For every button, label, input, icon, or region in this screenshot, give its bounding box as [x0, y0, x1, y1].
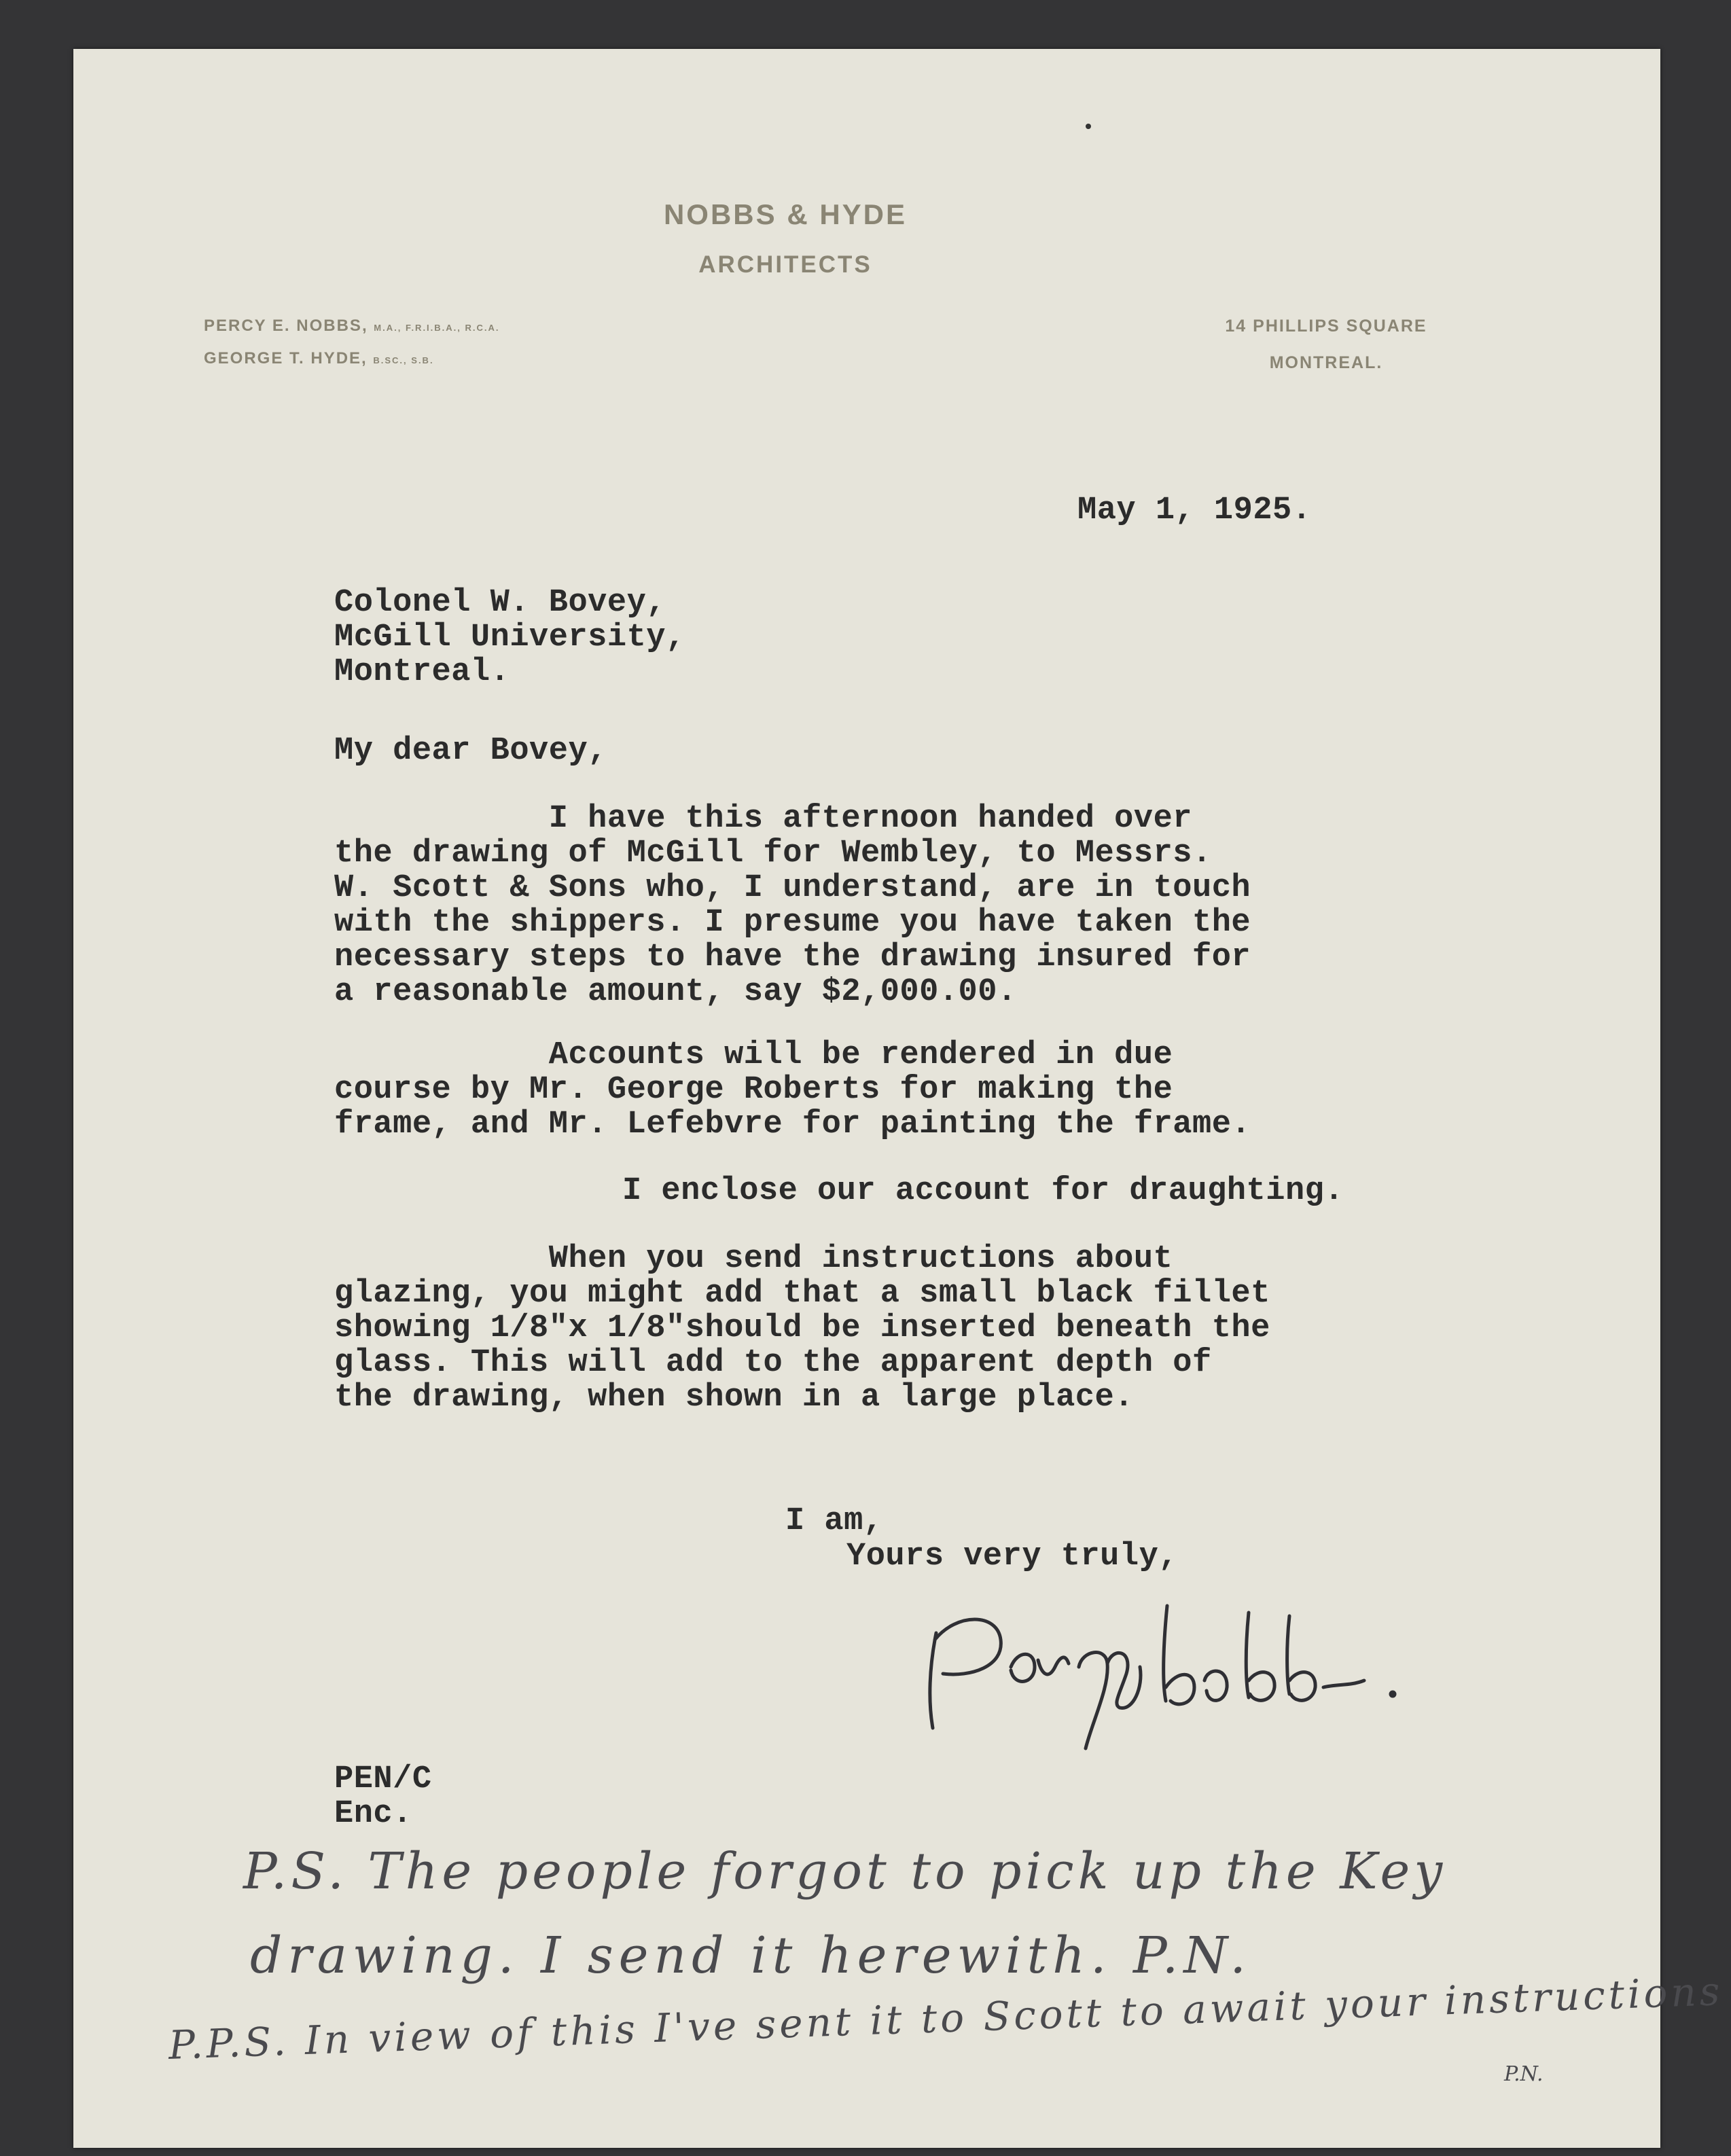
letterhead-partner-1 [204, 317, 500, 336]
letterhead-firm-name: NOBBS & HYDE [663, 198, 908, 230]
body-paragraph-3: I enclose our account for draughting. [622, 1173, 1344, 1209]
letter-page [73, 49, 1724, 2148]
partner-1-qualifications: M.A., F.R.I.B.A., R.C.A. [374, 323, 500, 333]
handwritten-initials: P.N. [1504, 2062, 1543, 2086]
salutation: My dear Bovey, [334, 733, 607, 769]
recipient-address: Colonel W. Bovey, McGill University, Montreal. [334, 585, 685, 690]
letterhead-address-line-2: MONTREAL. [1269, 353, 1383, 372]
letterhead-profession: ARCHITECTS [698, 251, 872, 278]
reference-and-enclosure: PEN/C Enc. [334, 1761, 432, 1832]
letterhead-address-line-1: 14 PHILLIPS SQUARE [1225, 317, 1427, 336]
letterhead-partner-2 [204, 349, 434, 368]
handwritten-signature [909, 1585, 1412, 1789]
closing-line-1: I am, [785, 1503, 883, 1539]
handwritten-postscript-line-1: P.S. The people forgot to pick up the Key [243, 1842, 1447, 1901]
body-paragraph-4: When you send instructions about glazing, you might add that a small black fillet showing 1/8"x 1/8"should be inserted beneath the glass. This will add to the apparent depth of the drawing, when shown in a large place. [334, 1241, 1270, 1416]
partner-1-name: PERCY E. NOBBS, [204, 317, 368, 335]
letter-date: May 1, 1925. [1077, 492, 1312, 528]
partner-2-qualifications: B.SC., S.B. [373, 355, 434, 365]
body-paragraph-2: Accounts will be rendered in due course by Mr. George Roberts for making the frame, and Mr. Lefebvre for painting the frame. [334, 1037, 1251, 1143]
partner-2-name: GEORGE T. HYDE, [204, 349, 368, 367]
closing-line-2: Yours very truly, [846, 1539, 1178, 1575]
paper-mark [1086, 124, 1091, 129]
body-paragraph-1: I have this afternoon handed over the drawing of McGill for Wembley, to Messrs. W. Scott & Sons who, I understand, are in touch with the shippers. I presume you have taken the necessary steps to have the drawing insured for a reasonable amount, say $2,000.00. [334, 801, 1251, 1010]
handwritten-second-postscript: P.P.S. In view of this I've sent it to Scott to await your instructions [167, 1968, 1724, 2068]
handwritten-postscript-line-2: drawing. I send it herewith. P.N. [250, 1926, 1251, 1985]
